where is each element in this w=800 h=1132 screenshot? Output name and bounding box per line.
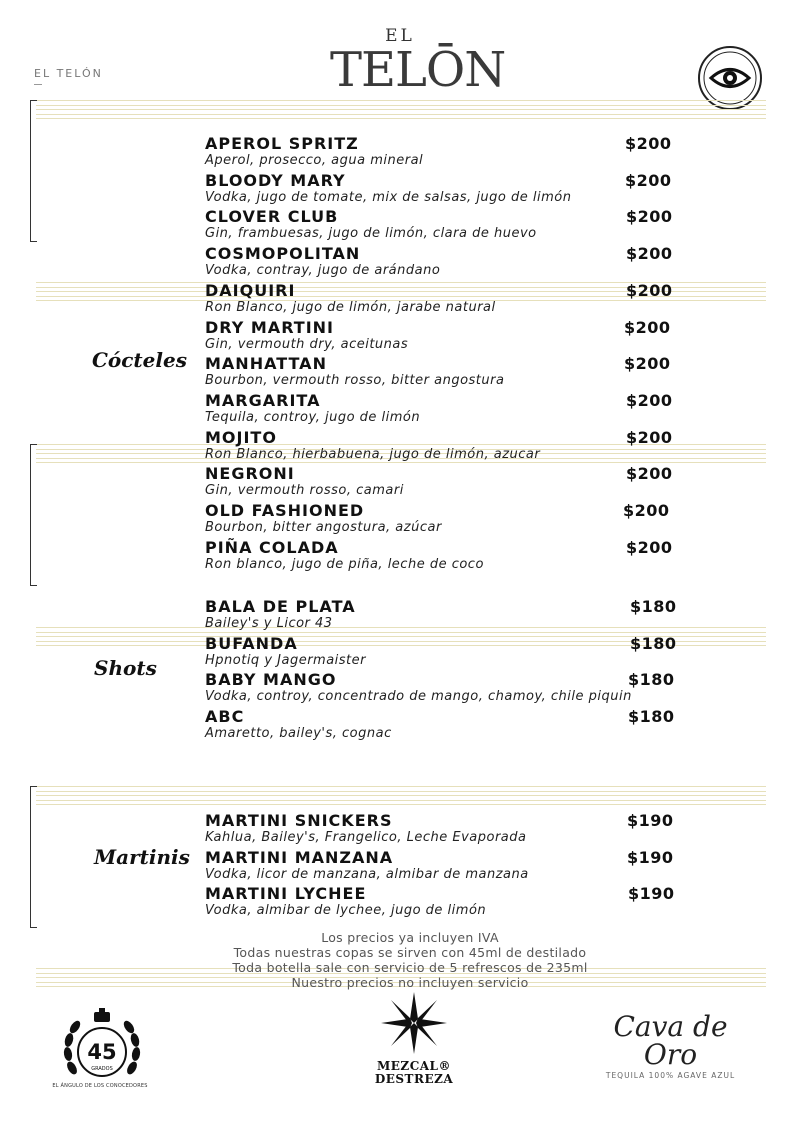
item-name: MARTINI MANZANA: [205, 847, 394, 867]
item-description: Vodka, licor de manzana, almibar de manzana: [205, 866, 529, 882]
item-name: BALA DE PLATA: [205, 597, 356, 616]
cava-name: Cava de Oro: [613, 1010, 728, 1071]
staff-line: [36, 795, 766, 796]
staff-bracket: [30, 100, 37, 242]
staff-line: [36, 804, 766, 805]
staff-bracket: [30, 786, 37, 928]
item-price: $200: [626, 537, 673, 557]
item-name: DAIQUIRI: [205, 280, 296, 300]
45-grados-logo: [62, 1008, 142, 1092]
logo-el-text: EL: [385, 26, 415, 46]
item-name: PIÑA COLADA: [205, 537, 339, 557]
item-description: Vodka, jugo de tomate, mix de salsas, jugo de limón: [205, 189, 572, 205]
staff-line: [36, 632, 766, 633]
staff-line: [36, 786, 766, 787]
item-description: Vodka, controy, concentrado de mango, chamoy, chile piquin: [205, 689, 632, 705]
staff-line: [36, 627, 766, 628]
item-price: $180: [628, 670, 675, 690]
staff-line: [36, 100, 766, 101]
el-telon-logo: [330, 26, 506, 122]
item-name: MANHATTAN: [205, 354, 327, 374]
item-name: MARTINI SNICKERS: [205, 811, 393, 830]
section-title-martinis: Martinis: [94, 845, 190, 869]
compass-star-icon: [379, 990, 449, 1056]
item-name: BABY MANGO: [205, 670, 337, 690]
note-line: Toda botella sale con servicio de 5 refrescos de 235ml: [232, 960, 588, 975]
staff-line: [36, 109, 766, 110]
cava-sub: TEQUILA 100% AGAVE AZUL: [605, 1071, 736, 1080]
item-name: MARGARITA: [205, 390, 321, 410]
price-notes: [150, 930, 670, 990]
item-name: BUFANDA: [205, 633, 298, 653]
item-price: $200: [624, 317, 671, 337]
item-name: ABC: [205, 707, 245, 727]
note-line: Nuestro precios no incluyen servicio: [291, 975, 529, 990]
item-description: Aperol, prosecco, agua mineral: [205, 153, 424, 168]
item-description: Gin, vermouth dry, aceitunas: [205, 336, 409, 352]
item-description: Bourbon, bitter angostura, azúcar: [205, 520, 442, 535]
badge45-unit: GRADOS: [91, 1066, 113, 1072]
mezcal-destreza-logo: [374, 990, 454, 1086]
staff-line: [36, 105, 766, 106]
item-description: Kahlua, Bailey's, Frangelico, Leche Evaporada: [205, 830, 527, 845]
item-description: Gin, vermouth rosso, camari: [205, 483, 404, 499]
item-name: COSMOPOLITAN: [205, 244, 361, 264]
item-description: Vodka, almibar de lychee, jugo de limón: [205, 903, 487, 919]
item-price: $180: [628, 707, 675, 727]
item-price: $200: [626, 207, 673, 227]
item-description: Hpnotiq y Jagermaister: [205, 652, 366, 668]
cava-de-oro-logo: [588, 1010, 753, 1080]
item-name: MOJITO: [205, 427, 277, 447]
item-description: Bourbon, vermouth rosso, bitter angostura: [205, 373, 505, 389]
note-line: Todas nuestras copas se sirven con 45ml de destilado: [233, 945, 587, 960]
item-price: $200: [626, 280, 673, 300]
eye-icon: [697, 45, 763, 111]
item-price: $190: [628, 884, 675, 904]
item-price: $200: [625, 134, 672, 153]
item-price: $180: [630, 597, 677, 616]
item-price: $200: [626, 390, 673, 410]
badge45-number: 45: [87, 1040, 117, 1064]
staff-line: [36, 800, 766, 801]
item-description: Bailey's y Licor 43: [205, 616, 333, 631]
item-price: $200: [625, 170, 672, 190]
item-name: OLD FASHIONED: [205, 501, 365, 520]
item-name: DRY MARTINI: [205, 317, 334, 337]
staff-line: [36, 791, 766, 792]
section-title-cocteles: Cócteles: [92, 348, 187, 372]
item-description: Ron blanco, jugo de piña, leche de coco: [205, 556, 484, 572]
item-name: APEROL SPRITZ: [205, 134, 359, 153]
staff-bracket: [30, 444, 37, 586]
staff-line: [36, 114, 766, 115]
logo-telon-text: TELŌN: [330, 42, 506, 98]
item-description: Gin, frambuesas, jugo de limón, clara de huevo: [205, 226, 537, 242]
mezcal-line2: DESTREZA: [374, 1072, 454, 1086]
item-price: $200: [624, 354, 671, 374]
staff-line: [36, 462, 766, 463]
item-description: Vodka, contray, jugo de arándano: [205, 263, 441, 279]
item-description: Tequila, controy, jugo de limón: [205, 409, 421, 425]
staff-line: [36, 118, 766, 119]
item-price: $190: [627, 811, 674, 830]
mezcal-line1: MEZCAL®: [377, 1059, 451, 1073]
item-name: MARTINI LYCHEE: [205, 884, 367, 904]
item-price: $190: [627, 847, 674, 867]
item-description: Ron Blanco, jugo de limón, jarabe natural: [205, 299, 496, 315]
note-line: Los precios ya incluyen IVA: [321, 930, 499, 945]
item-name: BLOODY MARY: [205, 170, 346, 190]
section-title-shots: Shots: [94, 656, 157, 680]
item-name: NEGRONI: [205, 464, 295, 484]
brand-label: EL TELÓN: [34, 67, 103, 80]
item-price: $200: [626, 464, 673, 484]
item-description: Ron Blanco, hierbabuena, jugo de limón, azucar: [205, 446, 541, 462]
item-price: $180: [630, 633, 677, 653]
item-price: $200: [626, 427, 673, 447]
item-description: Amaretto, bailey's, cognac: [205, 726, 392, 742]
item-price: $200: [626, 244, 673, 264]
item-name: CLOVER CLUB: [205, 207, 339, 227]
item-price: $200: [623, 501, 670, 520]
badge45-caption: EL ÁNGULO DE LOS CONOCEDORES: [52, 1083, 148, 1089]
brand-underline: [34, 84, 42, 85]
